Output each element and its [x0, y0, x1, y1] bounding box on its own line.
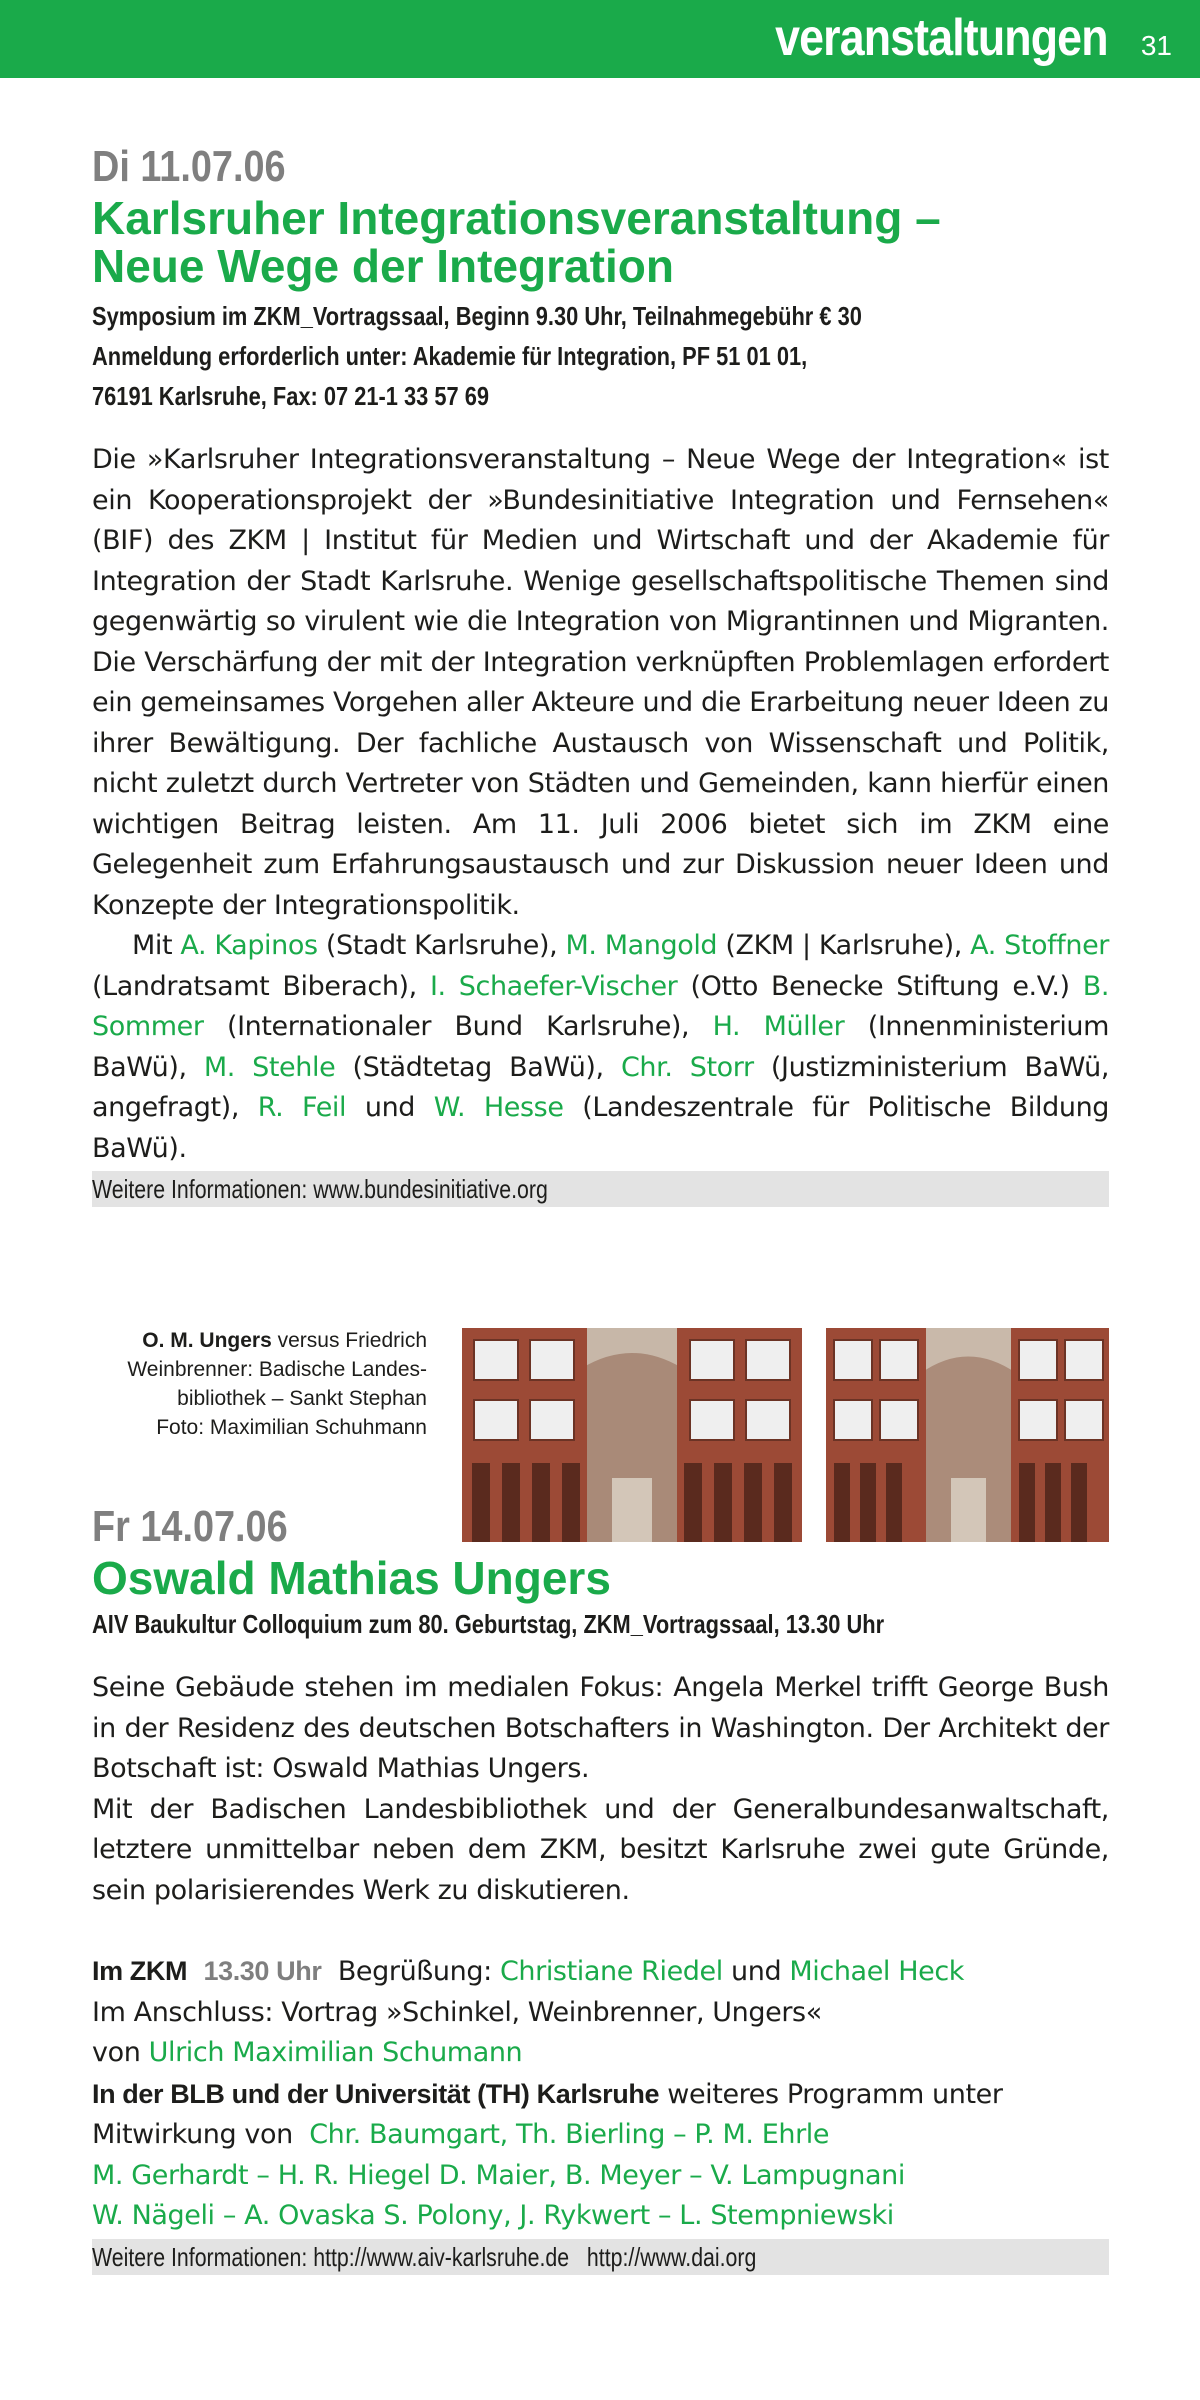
program-time: 13.30 Uhr — [203, 1956, 322, 1986]
section-title: veranstaltungen — [775, 9, 1108, 67]
participants-intro: Mit — [132, 930, 173, 961]
program-place: Im ZKM — [92, 1956, 188, 1986]
program-line-1 — [92, 1951, 1109, 1993]
event-1-title-line2: Neue Wege der Integration — [92, 240, 674, 292]
participant-org: (Innenministerium BaWü), — [92, 1011, 1110, 1083]
event-2-program — [92, 1951, 1109, 2237]
caption-credit: Foto: Maximilian Schuhmann — [156, 1416, 427, 1439]
participant-org: (Internationaler Bund Karlsruhe), — [226, 1011, 690, 1042]
event-2-description — [92, 1668, 1109, 1911]
event-1-sub-line2: Anmeldung erforderlich unter: Akademie für Integration, PF 51 01 01, — [92, 341, 808, 371]
program-line-4 — [92, 2074, 1109, 2116]
participant-name: Chr. Storr — [620, 1051, 754, 1083]
participant-name: M. Stehle — [203, 1051, 336, 1083]
participant-name: I. Schaefer-Vischer — [429, 970, 678, 1002]
event-1-participants — [92, 926, 1109, 1169]
program-line-5 — [92, 2115, 1109, 2156]
event-1-title-line1: Karlsruher Integrationsveranstaltung – — [92, 192, 941, 244]
event-1-info-bar — [92, 1171, 1109, 1207]
section-header — [0, 0, 1200, 78]
program-blb-rest: weiteres Programm unter — [667, 2078, 1003, 2110]
participant-name: H. Müller — [712, 1011, 845, 1042]
participant-org: (Landeszentrale für Politische Bildung BaWü). — [92, 1092, 1110, 1164]
participant-name: W. Hesse — [433, 1092, 564, 1123]
program-lecture: Im Anschluss: Vortrag »Schinkel, Weinbrenner, Ungers« — [92, 1996, 822, 2028]
event-2-body-paragraph-1: Seine Gebäude stehen im medialen Fokus: Angela Merkel trifft George Bush in der Residenz des deutschen Botschafters in Washington. Der Architekt der Botschaft ist: Oswald Mathias Ungers. — [92, 1672, 1109, 1784]
participant-org: (Otto Benecke Stiftung e.V.) — [690, 970, 1070, 1002]
participant-name: M. Mangold — [565, 930, 718, 961]
page-number: 31 — [1140, 30, 1172, 61]
event-1-sub-line3: 76191 Karlsruhe, Fax: 07 21-1 33 57 69 — [92, 381, 490, 411]
event-1-sub-line1: Symposium im ZKM_Vortragssaal, Beginn 9.30 Uhr, Teilnahmegebühr € 30 — [92, 301, 862, 331]
participant-name: A. Kapinos — [180, 930, 318, 961]
program-welcome: Begrüßung: — [337, 1956, 492, 1987]
event-2-body-paragraph-2: Mit der Badischen Landesbibliothek und der Generalbundesanwaltschaft, letztere unmittelbar neben dem ZKM, besitzt Karlsruhe zwei gute Gründe, sein polarisierendes Werk zu diskutieren. — [92, 1793, 1109, 1906]
event-1-description: Die »Karlsruher Integrationsveranstaltung – Neue Wege der Integration« ist ein Kooperationsprojekt der »Bundesinitiative Integration und Fernsehen« (BIF) des ZKM | Institut für Medien und Wirtschaft und der Akademie für Integration der Stadt Karlsruhe. Wenige gesellschaftspolitische Themen sind gegenwärtig so virulent wie die Integration von Migrantinnen und Migranten. Die Verschärfung der mit der Integration verknüpften Problemlagen erfordert ein gemeinsames Vorgehen aller Akteure und die Erarbeitung neuer Ideen zu ihrer Bewältigung. Der fachliche Austausch von Wissenschaft und Politik, nicht zuletzt durch Vertreter von Städten und Gemeinden, kann hierfür einen wichtigen Beitrag leisten. Am 11. Juli 2006 bietet sich im ZKM eine Gelegenheit zum Erfahrungsaustausch und zur Diskussion neuer Ideen und Konzepte der Integrationspolitik. — [92, 444, 1109, 921]
event-2-info-text: Weitere Informationen: http://www.aiv-karlsruhe.de http://www.dai.org — [92, 2241, 757, 2272]
program-blb-label: In der BLB und der Universität (TH) Karlsruhe — [92, 2078, 660, 2109]
participants-and: und — [364, 1092, 416, 1123]
program-host: Christiane Riedel — [499, 1956, 723, 1987]
event-2-title: Oswald Mathias Ungers — [92, 1552, 611, 1604]
event-2-subtitle: AIV Baukultur Colloquium zum 80. Geburtstag, ZKM_Vortragssaal, 13.30 Uhr — [92, 1609, 885, 1639]
program-speaker: Ulrich Maximilian Schumann — [148, 2037, 523, 2068]
caption-line1: versus Friedrich — [277, 1329, 427, 1352]
program-names: M. Gerhardt – H. R. Hiegel D. Maier, B. Meyer – V. Lampugnani — [92, 2159, 905, 2191]
program-host: Michael Heck — [789, 1956, 964, 1987]
event-1-info-text: Weitere Informationen: www.bundesinitiative.org — [92, 1174, 548, 1204]
participant-org: (ZKM | Karlsruhe), — [725, 930, 962, 961]
caption-line3: bibliothek – Sankt Stephan — [177, 1387, 427, 1410]
participant-org: (Justizministerium BaWü, angefragt), — [92, 1051, 1109, 1123]
caption-name: O. M. Ungers — [142, 1329, 272, 1352]
event-2 — [92, 1502, 1109, 2275]
program-and: und — [731, 1956, 782, 1987]
participant-name: R. Feil — [257, 1092, 347, 1123]
event-2-date: Fr 14.07.06 — [92, 1502, 288, 1551]
event-1-date: Di 11.07.06 — [92, 142, 286, 191]
program-with: Mitwirkung von — [92, 2119, 293, 2150]
participant-org: (Städtetag BaWü), — [352, 1051, 604, 1083]
program-names: W. Nägeli – A. Ovaska S. Polony, J. Rykwert – L. Stempniewski — [92, 2200, 894, 2231]
participant-name: B. Sommer — [92, 970, 1110, 1042]
program-von: von — [92, 2037, 141, 2068]
participant-org: (Stadt Karlsruhe), — [325, 930, 558, 961]
event-1-subtitle — [92, 296, 1100, 416]
event-1 — [92, 142, 1109, 1207]
program-names: Chr. Baumgart, Th. Bierling – P. M. Ehrle — [309, 2119, 830, 2150]
participant-org: (Landratsamt Biberach), — [92, 970, 417, 1002]
program-line-3 — [92, 2033, 1109, 2074]
event-1-title — [92, 194, 1109, 290]
photo-caption — [92, 1326, 427, 1442]
event-2-info-bar — [92, 2239, 1109, 2275]
participant-name: A. Stoffner — [970, 930, 1109, 961]
caption-line2: Weinbrenner: Badische Landes- — [127, 1358, 427, 1381]
